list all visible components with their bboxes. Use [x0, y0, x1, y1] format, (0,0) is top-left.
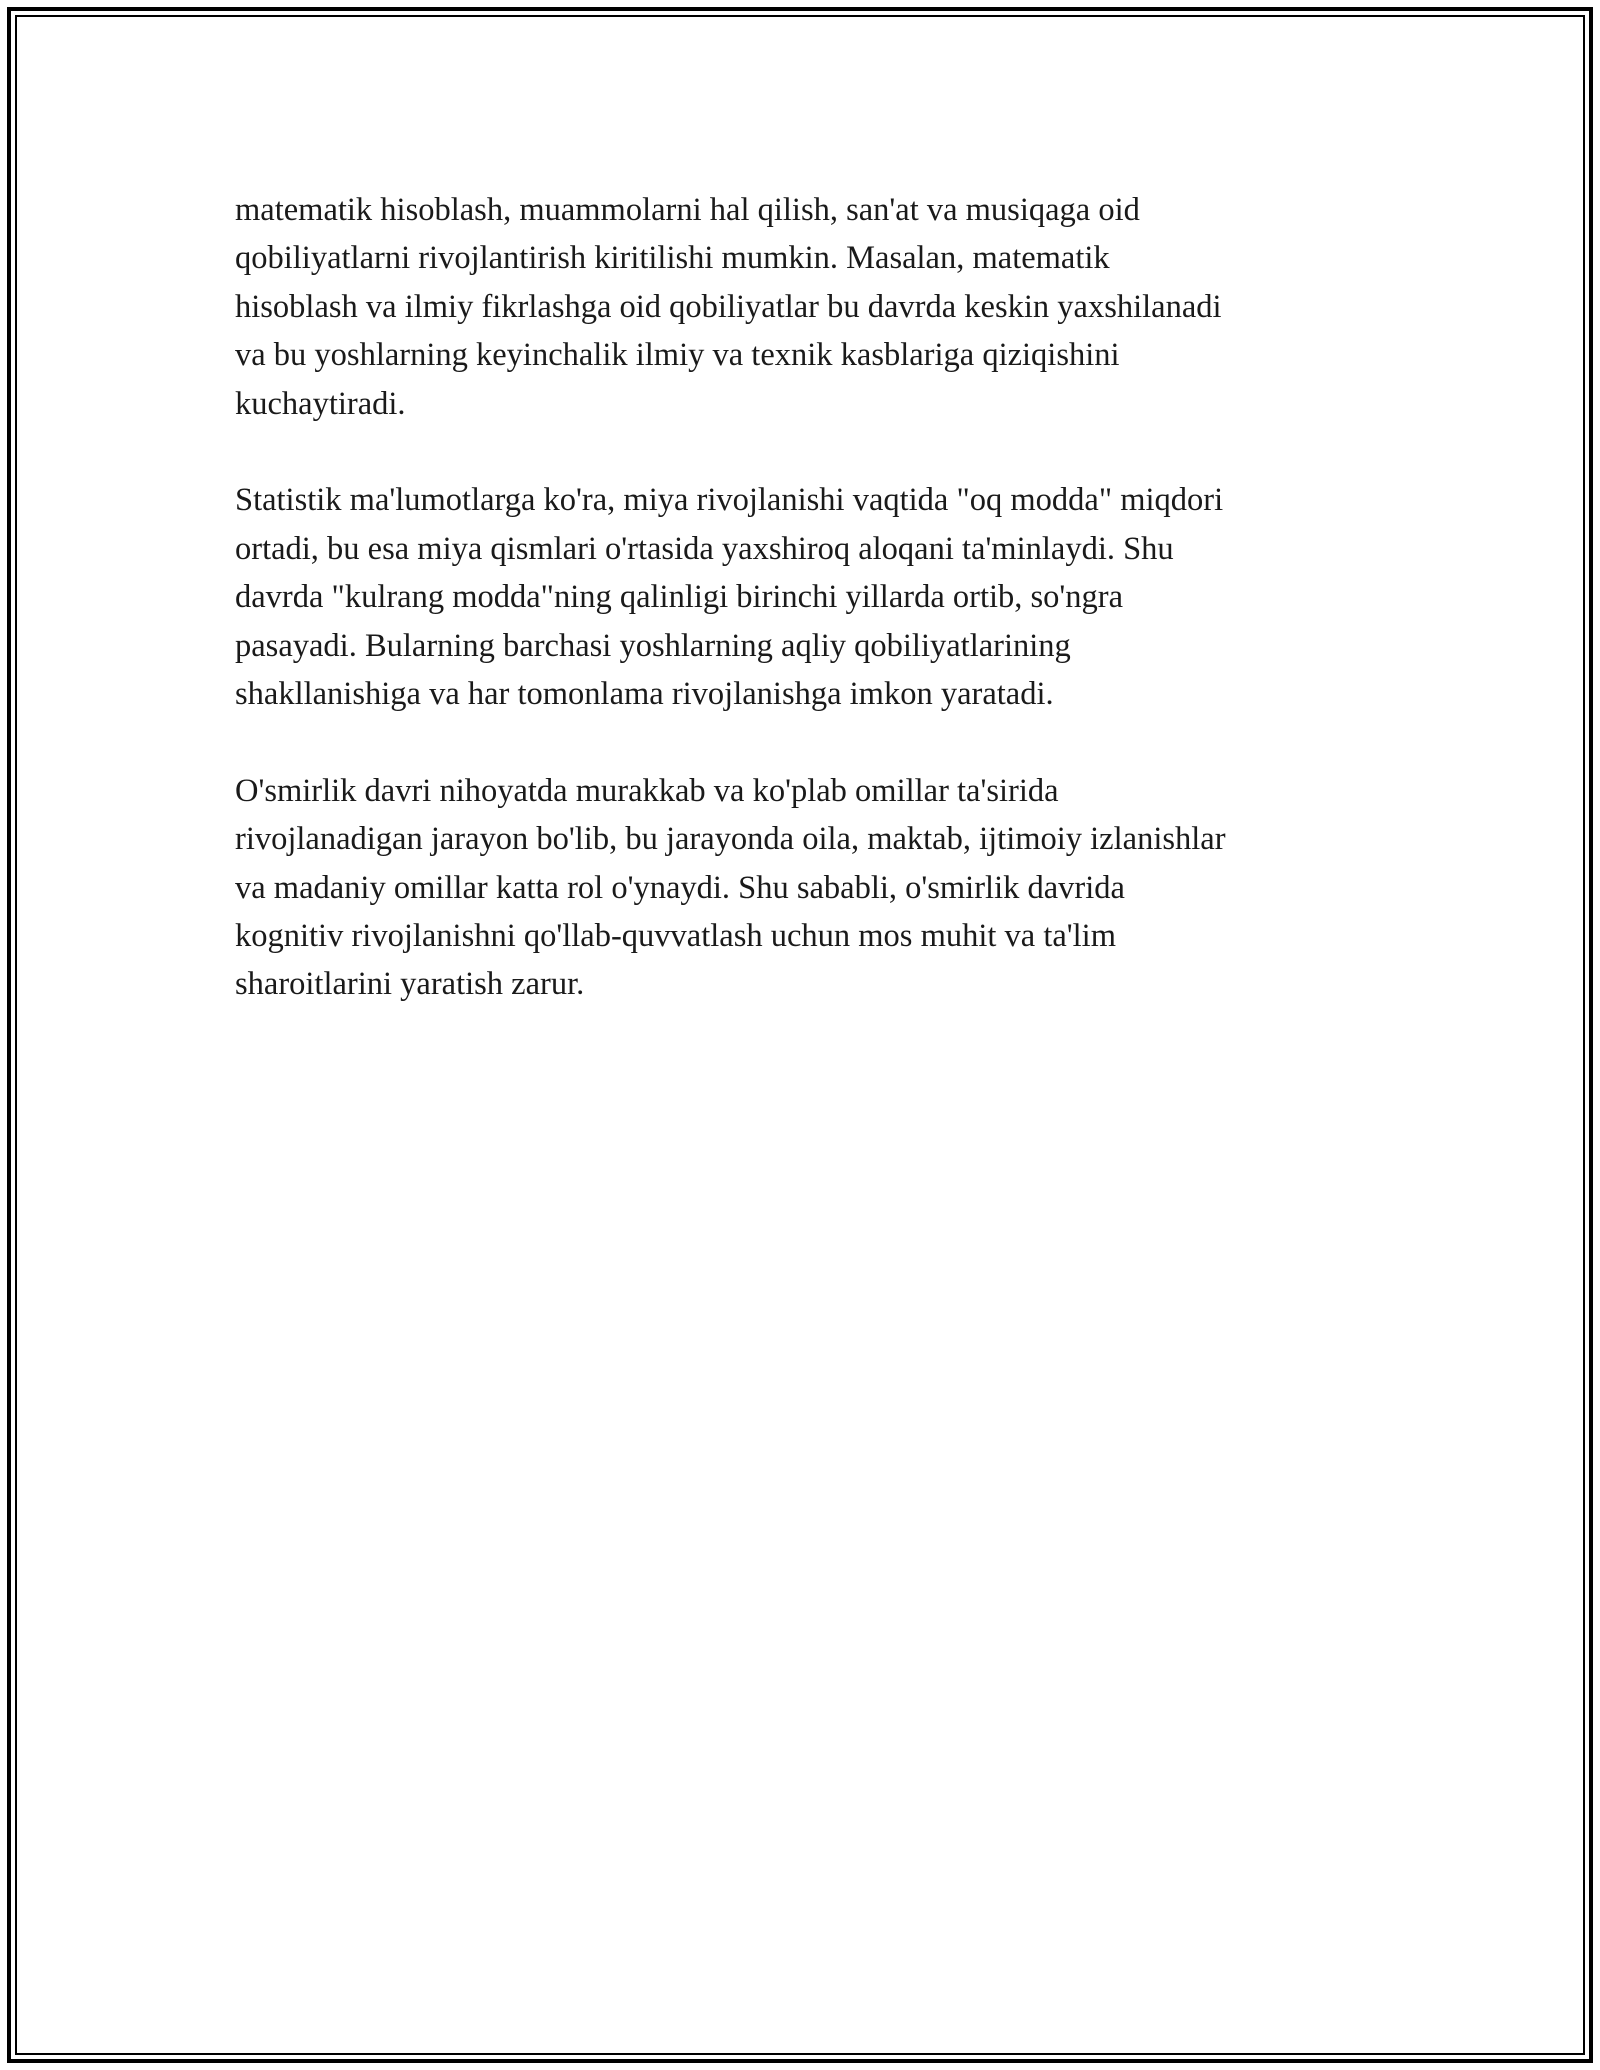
text-line: qobiliyatlarni rivojlantirish kiritilishi mumkin. Masalan, matematik — [235, 240, 1110, 277]
text-line: pasayadi. Bularning barchasi yoshlarning aqliy qobiliyatlarining — [235, 627, 1071, 664]
text-line: kognitiv rivojlanishni qo'llab-quvvatlash uchun mos muhit va ta'lim — [235, 918, 1116, 955]
text-line: ortadi, bu esa miya qismlari o'rtasida yaxshiroq aloqani ta'minlaydi. Shu — [235, 530, 1174, 567]
text-line: matematik hisoblash, muammolarni hal qilish, san'at va musiqaga oid — [235, 192, 1140, 228]
paragraph-1 — [235, 186, 1365, 428]
text-line: shakllanishiga va har tomonlama rivojlanishga imkon yaratadi. — [235, 676, 1054, 713]
text-line: kuchaytiradi. — [235, 385, 406, 422]
text-line: Statistik ma'lumotlarga ko'ra, miya rivojlanishi vaqtida "oq modda" miqdori — [235, 482, 1224, 519]
paragraph-3 — [235, 767, 1365, 1009]
document-body — [235, 186, 1365, 1057]
text-line: hisoblash va ilmiy fikrlashga oid qobiliyatlar bu davrda keskin yaxshilanadi — [235, 288, 1222, 325]
text-line: davrda "kulrang modda"ning qalinligi birinchi yillarda ortib, so'ngra — [235, 579, 1124, 616]
text-line: sharoitlarini yaratish zarur. — [235, 966, 585, 1003]
text-line: rivojlanadigan jarayon bo'lib, bu jarayonda oila, maktab, ijtimoiy izlanishlar — [235, 821, 1226, 858]
paragraph-2 — [235, 476, 1365, 718]
text-line: va bu yoshlarning keyinchalik ilmiy va texnik kasblariga qiziqishini — [235, 337, 1120, 374]
text-line: va madaniy omillar katta rol o'ynaydi. Shu sababli, o'smirlik davrida — [235, 869, 1125, 906]
text-line: O'smirlik davri nihoyatda murakkab va ko'plab omillar ta'sirida — [235, 772, 1059, 809]
